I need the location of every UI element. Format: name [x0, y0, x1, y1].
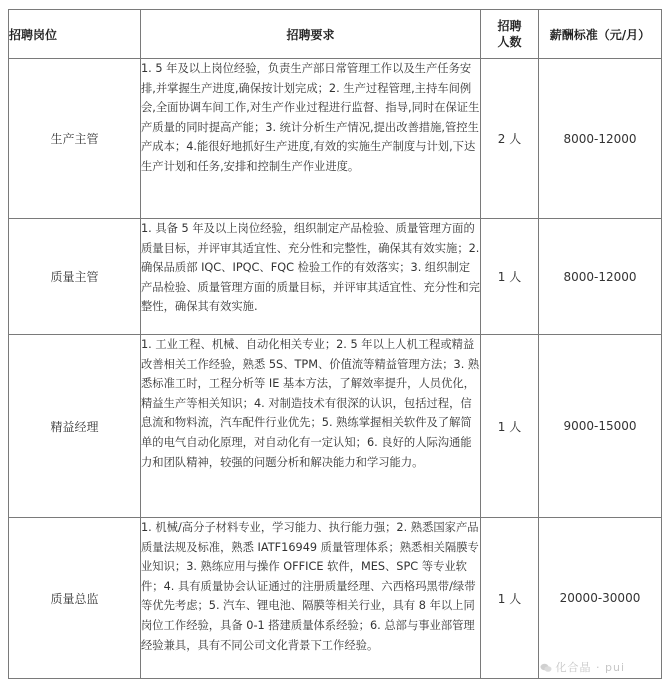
row-position: 精益经理	[9, 335, 141, 518]
table-row	[9, 219, 662, 335]
row-position: 质量总监	[9, 518, 141, 679]
row-requirements: 1. 5 年及以上岗位经验，负责生产部日常管理工作以及生产任务安排,并掌握生产进度,确保按计划完成；2. 生产过程管理,主持车间例会,全面协调车间工作,对生产作业过程进行监督、指导,同时在保证生产质量的同时提高产能；3. 统计分析生产情况,提出改善措施,管控生产成本；4.能很好地抓好生产进度,有效的实施生产制度与计划,下达生产计划和任务,安排和控制生产作业进度。	[141, 59, 481, 219]
header-salary: 薪酬标准（元/月）	[539, 10, 662, 59]
row-salary: 9000-15000	[539, 335, 662, 518]
row-requirements: 1. 工业工程、机械、自动化相关专业；2. 5 年以上人机工程或精益改善相关工作经验，熟悉 5S、TPM、价值流等精益管理方法；3. 熟悉标准工时，工程分析等 IE 基本方法，了解效率提升，人员优化，精益生产等相关知识；4. 对制造技术有很深的认识，包括过程，信息流和物料流，汽车配件行业优先；5. 熟练掌握相关软件及了解简单的电气自动化原理，对自动化有一定认知；6. 良好的人际沟通能力和团队精神，较强的问题分析和解决能力和学习能力。	[141, 335, 481, 518]
header-count	[481, 10, 539, 59]
row-position: 生产主管	[9, 59, 141, 219]
header-position: 招聘岗位	[9, 10, 141, 59]
header-row	[9, 10, 662, 59]
row-requirements: 1. 机械/高分子材料专业，学习能力、执行能力强；2. 熟悉国家产品质量法规及标准，熟悉 IATF16949 质量管理体系；熟悉相关隔膜专业知识；3. 熟练应用与操作 OFFICE 软件，MES、SPC 等专业软件；4. 具有质量协会认证通过的注册质量经理、六西格玛黑带/绿带等优先考虑；5. 汽车、锂电池、隔膜等相关行业，具有 8 年以上同岗位工作经验，具备 0-1 搭建质量体系经验；6. 总部与事业部管理经验兼具，具有不同公司文化背景下工作经验。	[141, 518, 481, 679]
row-salary: 20000-30000	[539, 518, 662, 679]
watermark	[540, 659, 626, 675]
row-position: 质量主管	[9, 219, 141, 335]
row-count: 1 人	[481, 518, 539, 679]
recruitment-table	[8, 9, 662, 679]
row-count: 1 人	[481, 335, 539, 518]
table-row	[9, 59, 662, 219]
row-salary: 8000-12000	[539, 219, 662, 335]
table-row	[9, 335, 662, 518]
table-row	[9, 518, 662, 679]
watermark-text: 化合晶 · pui	[555, 661, 625, 674]
header-count-label: 招聘人数	[497, 19, 522, 49]
wechat-logo-icon	[540, 663, 552, 673]
row-count: 2 人	[481, 59, 539, 219]
row-count: 1 人	[481, 219, 539, 335]
row-salary: 8000-12000	[539, 59, 662, 219]
row-requirements: 1. 具备 5 年及以上岗位经验，组织制定产品检验、质量管理方面的质量目标，并评审其适宜性、充分性和完整性，确保其有效实施；2. 确保品质部 IQC、IPQC、FQC 检验工作的有效落实；3. 组织制定产品检验、质量管理方面的质量目标，并评审其适宜性、充分性和完整性，确保其有效实施.	[141, 219, 481, 335]
header-requirements: 招聘要求	[141, 10, 481, 59]
